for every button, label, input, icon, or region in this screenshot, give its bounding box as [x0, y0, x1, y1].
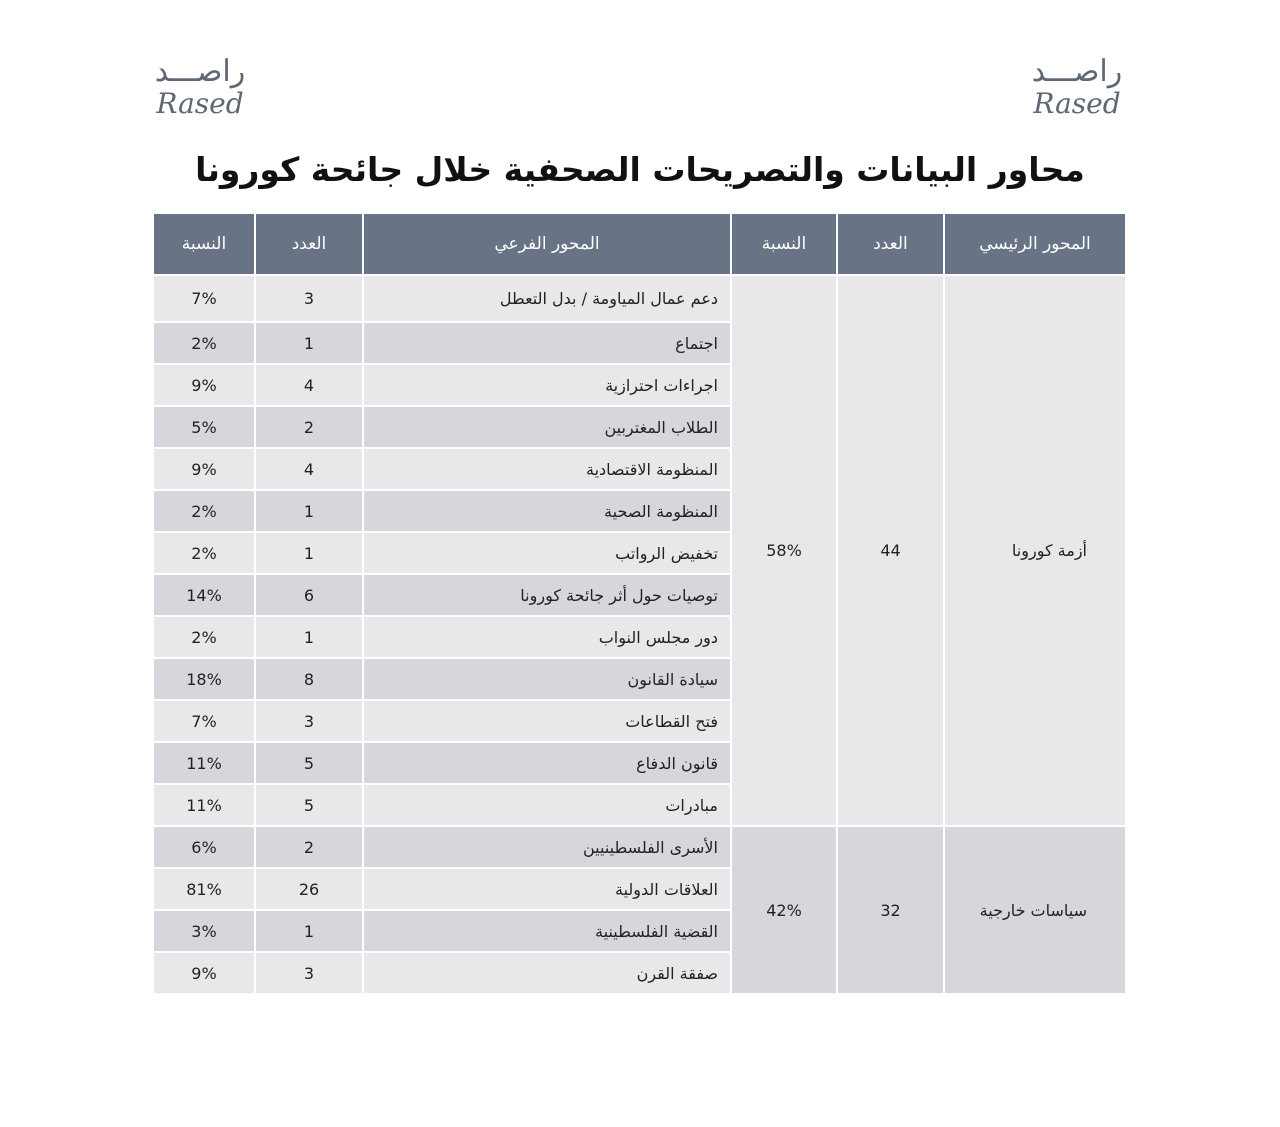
sub-pct-cell: 18% — [154, 659, 254, 699]
sub-count-cell: 8 — [256, 659, 362, 699]
logo-latin: Rased — [156, 87, 244, 120]
sub-pct-cell: 7% — [154, 276, 254, 321]
sub-count-cell: 4 — [256, 365, 362, 405]
logo-arabic: راصـــد — [154, 54, 246, 89]
rased-logo — [145, 55, 255, 119]
sub-count-cell: 6 — [256, 575, 362, 615]
sub-count-cell: 3 — [256, 276, 362, 321]
sub-count-cell: 4 — [256, 449, 362, 489]
sub-count-cell: 3 — [256, 953, 362, 993]
main-axis-cell: أزمة كورونا — [945, 276, 1125, 825]
sub-count-cell: 1 — [256, 323, 362, 363]
header-sub-pct: النسبة — [154, 214, 254, 274]
main-axis-cell: سياسات خارجية — [945, 827, 1125, 993]
sub-axis-cell: المنظومة الاقتصادية — [364, 449, 730, 489]
sub-pct-cell: 3% — [154, 911, 254, 951]
sub-pct-cell: 9% — [154, 449, 254, 489]
logo-latin: Rased — [1033, 87, 1121, 120]
sub-axis-cell: فتح القطاعات — [364, 701, 730, 741]
topics-table — [152, 212, 1127, 995]
sub-count-cell: 3 — [256, 701, 362, 741]
sub-axis-cell: صفقة القرن — [364, 953, 730, 993]
sub-count-cell: 1 — [256, 533, 362, 573]
sub-pct-cell: 2% — [154, 617, 254, 657]
sub-count-cell: 1 — [256, 617, 362, 657]
sub-pct-cell: 14% — [154, 575, 254, 615]
sub-axis-cell: المنظومة الصحية — [364, 491, 730, 531]
sub-count-cell: 5 — [256, 743, 362, 783]
sub-axis-cell: سيادة القانون — [364, 659, 730, 699]
sub-axis-cell: دور مجلس النواب — [364, 617, 730, 657]
sub-axis-cell: القضية الفلسطينية — [364, 911, 730, 951]
sub-axis-cell: مبادرات — [364, 785, 730, 825]
main-count-cell: 44 — [838, 276, 943, 825]
sub-pct-cell: 2% — [154, 533, 254, 573]
sub-axis-cell: الأسرى الفلسطينيين — [364, 827, 730, 867]
sub-count-cell: 1 — [256, 911, 362, 951]
sub-axis-cell: اجتماع — [364, 323, 730, 363]
sub-pct-cell: 5% — [154, 407, 254, 447]
main-pct-cell: 42% — [732, 827, 836, 993]
table-row — [154, 827, 1125, 867]
sub-axis-cell: قانون الدفاع — [364, 743, 730, 783]
header-main-axis: المحور الرئيسي — [945, 214, 1125, 274]
header-main-pct: النسبة — [732, 214, 836, 274]
sub-pct-cell: 6% — [154, 827, 254, 867]
logo-arabic: راصـــد — [1031, 54, 1123, 89]
sub-pct-cell: 81% — [154, 869, 254, 909]
header-main-count: العدد — [838, 214, 943, 274]
sub-axis-cell: تخفيض الرواتب — [364, 533, 730, 573]
sub-count-cell: 2 — [256, 827, 362, 867]
sub-axis-cell: العلاقات الدولية — [364, 869, 730, 909]
sub-count-cell: 2 — [256, 407, 362, 447]
sub-count-cell: 26 — [256, 869, 362, 909]
rased-logo — [1022, 55, 1132, 119]
sub-axis-cell: دعم عمال المياومة / بدل التعطل — [364, 276, 730, 321]
page-title: محاور البيانات والتصريحات الصحفية خلال جائحة كورونا — [195, 150, 1085, 189]
header-sub-axis: المحور الفرعي — [364, 214, 730, 274]
sub-count-cell: 5 — [256, 785, 362, 825]
sub-pct-cell: 9% — [154, 953, 254, 993]
sub-axis-cell: توصيات حول أثر جائحة كورونا — [364, 575, 730, 615]
sub-pct-cell: 2% — [154, 323, 254, 363]
sub-pct-cell: 7% — [154, 701, 254, 741]
sub-count-cell: 1 — [256, 491, 362, 531]
sub-axis-cell: اجراءات احترازية — [364, 365, 730, 405]
sub-axis-cell: الطلاب المغتربين — [364, 407, 730, 447]
main-pct-cell: 58% — [732, 276, 836, 825]
main-count-cell: 32 — [838, 827, 943, 993]
header-sub-count: العدد — [256, 214, 362, 274]
sub-pct-cell: 2% — [154, 491, 254, 531]
sub-pct-cell: 11% — [154, 743, 254, 783]
table-row — [154, 276, 1125, 321]
sub-pct-cell: 11% — [154, 785, 254, 825]
table-header — [154, 214, 1125, 274]
sub-pct-cell: 9% — [154, 365, 254, 405]
